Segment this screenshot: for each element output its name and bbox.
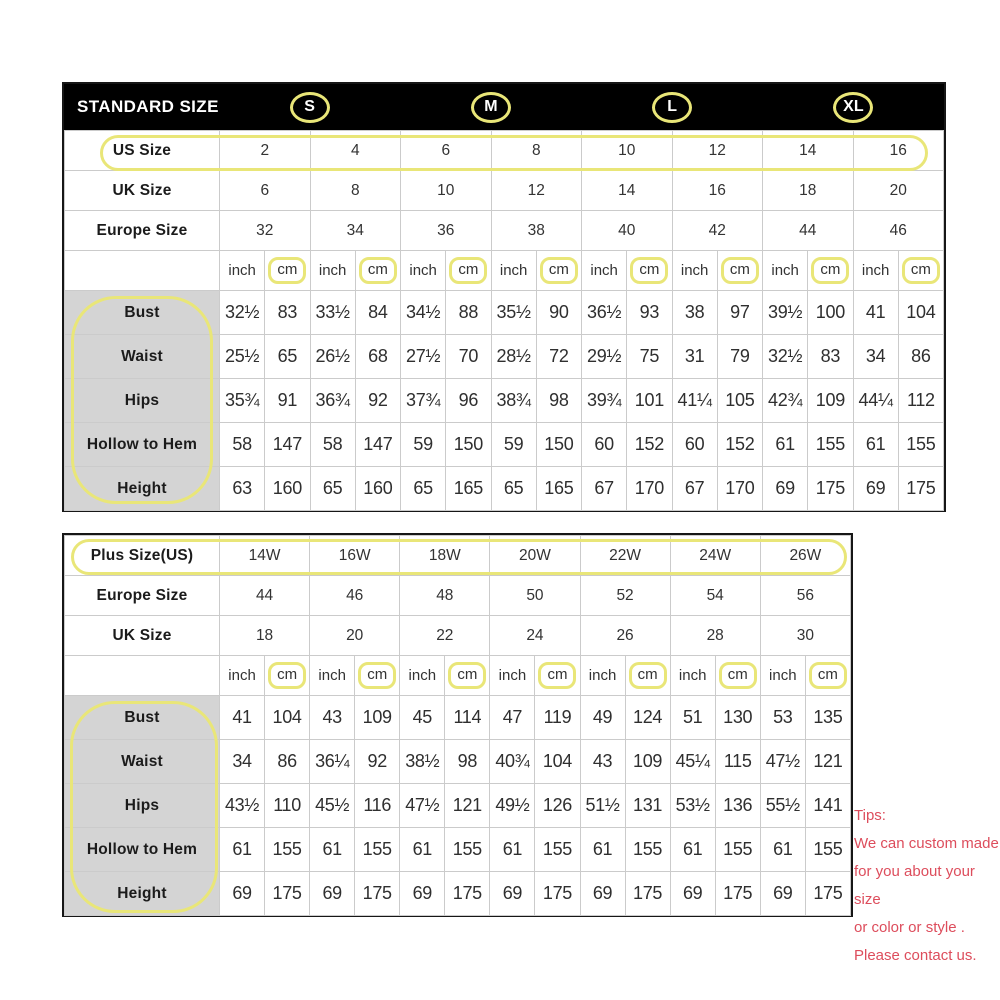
measure-value: 86 [265, 740, 310, 784]
size-badge-xl: XL [833, 92, 873, 123]
row-label [65, 251, 220, 291]
measure-value: 58 [220, 423, 265, 467]
measure-value: 38 [672, 291, 717, 335]
measure-value: 49 [580, 696, 625, 740]
cm-highlight-box: cm [540, 257, 578, 284]
size-badge-s: S [290, 92, 330, 123]
measure-value: 39¾ [582, 379, 627, 423]
measure-value: 40¾ [490, 740, 535, 784]
unit-inch-label: inch [310, 656, 355, 696]
measure-value: 170 [627, 467, 672, 511]
cm-highlight-box: cm [359, 257, 397, 284]
cm-highlight-box: cm [811, 257, 849, 284]
unit-inch-label: inch [760, 656, 805, 696]
size-badge-slot [582, 84, 763, 130]
measure-value: 43½ [220, 784, 265, 828]
size-value: 16 [853, 131, 944, 171]
cm-highlight-box: cm [721, 257, 759, 284]
measure-value: 26½ [310, 335, 355, 379]
table-row [65, 536, 851, 576]
measure-value: 67 [672, 467, 717, 511]
measure-value: 43 [310, 696, 355, 740]
measure-value: 165 [536, 467, 581, 511]
tips-line: We can custom made [854, 835, 999, 852]
measure-value: 150 [446, 423, 491, 467]
size-value: 52 [580, 576, 670, 616]
size-value: 8 [491, 131, 582, 171]
standard-size-grid [64, 130, 944, 511]
row-label: Hips [65, 379, 220, 423]
size-value: 12 [491, 171, 582, 211]
measure-value: 152 [627, 423, 672, 467]
measure-value: 61 [853, 423, 898, 467]
measure-value: 65 [310, 467, 355, 511]
measure-value: 97 [717, 291, 762, 335]
measure-value: 155 [715, 828, 760, 872]
unit-cm-cell [265, 251, 310, 291]
measure-value: 121 [805, 740, 850, 784]
size-value: 10 [582, 131, 673, 171]
size-value: 40 [582, 211, 673, 251]
measure-value: 115 [715, 740, 760, 784]
measure-value: 61 [310, 828, 355, 872]
table-row [65, 784, 851, 828]
size-value: 16W [310, 536, 400, 576]
table-row [65, 211, 944, 251]
cm-highlight-box: cm [358, 662, 396, 689]
cm-highlight-box: cm [538, 662, 576, 689]
measure-value: 35¾ [220, 379, 265, 423]
measure-value: 83 [265, 291, 310, 335]
row-label: UK Size [65, 171, 220, 211]
measure-value: 69 [580, 872, 625, 916]
size-value: 46 [853, 211, 944, 251]
measure-value: 105 [717, 379, 762, 423]
measure-value: 34½ [401, 291, 446, 335]
measure-value: 29½ [582, 335, 627, 379]
measure-value: 42¾ [763, 379, 808, 423]
size-value: 18W [400, 536, 490, 576]
measure-value: 155 [805, 828, 850, 872]
size-value: 2 [220, 131, 311, 171]
unit-row [65, 656, 851, 696]
measure-value: 141 [805, 784, 850, 828]
measure-value: 114 [445, 696, 490, 740]
measure-value: 41 [853, 291, 898, 335]
tips-line: or color or style . [854, 919, 965, 936]
row-label: Hollow to Hem [65, 423, 220, 467]
measure-value: 55½ [760, 784, 805, 828]
table-row [65, 291, 944, 335]
measure-value: 59 [401, 423, 446, 467]
measure-value: 130 [715, 696, 760, 740]
measure-value: 93 [627, 291, 672, 335]
size-value: 42 [672, 211, 763, 251]
size-value: 14W [220, 536, 310, 576]
table-row [65, 335, 944, 379]
measure-value: 32½ [220, 291, 265, 335]
measure-value: 65 [265, 335, 310, 379]
size-badge-slot [400, 84, 581, 130]
row-label: UK Size [65, 616, 220, 656]
measure-value: 59 [491, 423, 536, 467]
measure-value: 43 [580, 740, 625, 784]
size-value: 22 [400, 616, 490, 656]
measure-value: 155 [898, 423, 943, 467]
table-row [65, 740, 851, 784]
standard-size-header [64, 84, 944, 130]
measure-value: 31 [672, 335, 717, 379]
measure-value: 39½ [763, 291, 808, 335]
row-label: Hips [65, 784, 220, 828]
row-label: Bust [65, 291, 220, 335]
measure-value: 98 [445, 740, 490, 784]
measure-value: 98 [536, 379, 581, 423]
size-value: 48 [400, 576, 490, 616]
unit-inch-label: inch [672, 251, 717, 291]
unit-inch-label: inch [401, 251, 446, 291]
measure-value: 47½ [400, 784, 445, 828]
unit-inch-label: inch [580, 656, 625, 696]
measure-value: 86 [898, 335, 943, 379]
unit-cm-cell [805, 656, 850, 696]
measure-value: 25½ [220, 335, 265, 379]
row-label: Bust [65, 696, 220, 740]
measure-value: 160 [355, 467, 400, 511]
measure-value: 175 [805, 872, 850, 916]
unit-inch-label: inch [220, 251, 265, 291]
cm-highlight-box: cm [719, 662, 757, 689]
row-label [65, 656, 220, 696]
unit-inch-label: inch [670, 656, 715, 696]
measure-value: 60 [672, 423, 717, 467]
table-row [65, 171, 944, 211]
size-value: 14 [763, 131, 854, 171]
tips-title: Tips: [854, 807, 886, 824]
unit-cm-cell [535, 656, 580, 696]
measure-value: 36½ [582, 291, 627, 335]
size-badge-l: L [652, 92, 692, 123]
size-value: 20 [310, 616, 400, 656]
measure-value: 61 [763, 423, 808, 467]
measure-value: 175 [715, 872, 760, 916]
size-badge-slot [763, 84, 944, 130]
measure-value: 124 [625, 696, 670, 740]
measure-value: 45 [400, 696, 445, 740]
tips-note [854, 802, 1000, 970]
measure-value: 47 [490, 696, 535, 740]
size-value: 10 [401, 171, 492, 211]
measure-value: 155 [535, 828, 580, 872]
size-value: 18 [763, 171, 854, 211]
row-label: Hollow to Hem [65, 828, 220, 872]
measure-value: 104 [898, 291, 943, 335]
row-label: Waist [65, 335, 220, 379]
measure-value: 51 [670, 696, 715, 740]
unit-inch-label: inch [490, 656, 535, 696]
table-row [65, 467, 944, 511]
table-row [65, 379, 944, 423]
measure-value: 28½ [491, 335, 536, 379]
measure-value: 101 [627, 379, 672, 423]
plus-size-grid [64, 535, 851, 916]
measure-value: 49½ [490, 784, 535, 828]
measure-value: 155 [265, 828, 310, 872]
size-value: 24W [670, 536, 760, 576]
measure-value: 155 [808, 423, 853, 467]
size-value: 28 [670, 616, 760, 656]
measure-value: 53½ [670, 784, 715, 828]
unit-inch-label: inch [853, 251, 898, 291]
unit-inch-label: inch [220, 656, 265, 696]
measure-value: 109 [355, 696, 400, 740]
measure-value: 61 [220, 828, 265, 872]
size-badge-slot [219, 84, 400, 130]
measure-value: 34 [853, 335, 898, 379]
measure-value: 175 [808, 467, 853, 511]
size-value: 16 [672, 171, 763, 211]
unit-cm-cell [717, 251, 762, 291]
size-value: 20 [853, 171, 944, 211]
measure-value: 67 [582, 467, 627, 511]
measure-value: 44¼ [853, 379, 898, 423]
measure-value: 92 [355, 740, 400, 784]
measure-value: 170 [717, 467, 762, 511]
unit-cm-cell [355, 656, 400, 696]
row-label: Plus Size(US) [65, 536, 220, 576]
unit-row [65, 251, 944, 291]
size-value: 24 [490, 616, 580, 656]
measure-value: 72 [536, 335, 581, 379]
tips-line: Please contact us. [854, 947, 977, 964]
measure-value: 126 [535, 784, 580, 828]
row-label: US Size [65, 131, 220, 171]
measure-value: 175 [445, 872, 490, 916]
measure-value: 63 [220, 467, 265, 511]
measure-value: 155 [625, 828, 670, 872]
measure-value: 109 [808, 379, 853, 423]
measure-value: 58 [310, 423, 355, 467]
measure-value: 41 [220, 696, 265, 740]
measure-value: 175 [265, 872, 310, 916]
measure-value: 160 [265, 467, 310, 511]
unit-cm-cell [446, 251, 491, 291]
cm-highlight-box: cm [268, 257, 306, 284]
size-value: 44 [763, 211, 854, 251]
measure-value: 61 [580, 828, 625, 872]
standard-size-table [62, 82, 946, 512]
unit-cm-cell [355, 251, 400, 291]
measure-value: 69 [400, 872, 445, 916]
unit-cm-cell [715, 656, 760, 696]
unit-inch-label: inch [582, 251, 627, 291]
measure-value: 109 [625, 740, 670, 784]
size-value: 22W [580, 536, 670, 576]
measure-value: 68 [355, 335, 400, 379]
size-value: 56 [760, 576, 850, 616]
measure-value: 38½ [400, 740, 445, 784]
measure-value: 69 [760, 872, 805, 916]
measure-value: 165 [446, 467, 491, 511]
measure-value: 51½ [580, 784, 625, 828]
measure-value: 104 [265, 696, 310, 740]
unit-cm-cell [898, 251, 943, 291]
measure-value: 36¼ [310, 740, 355, 784]
measure-value: 65 [401, 467, 446, 511]
standard-size-title: STANDARD SIZE [77, 97, 219, 116]
measure-value: 47½ [760, 740, 805, 784]
cm-highlight-box: cm [449, 257, 487, 284]
measure-value: 90 [536, 291, 581, 335]
unit-inch-label: inch [310, 251, 355, 291]
measure-value: 175 [535, 872, 580, 916]
size-value: 26W [760, 536, 850, 576]
size-value: 30 [760, 616, 850, 656]
measure-value: 110 [265, 784, 310, 828]
size-value: 18 [220, 616, 310, 656]
measure-value: 35½ [491, 291, 536, 335]
size-value: 14 [582, 171, 673, 211]
row-label: Waist [65, 740, 220, 784]
measure-value: 121 [445, 784, 490, 828]
measure-value: 69 [310, 872, 355, 916]
measure-value: 175 [625, 872, 670, 916]
size-value: 38 [491, 211, 582, 251]
measure-value: 152 [717, 423, 762, 467]
measure-value: 45½ [310, 784, 355, 828]
measure-value: 69 [670, 872, 715, 916]
measure-value: 75 [627, 335, 672, 379]
unit-inch-label: inch [491, 251, 536, 291]
measure-value: 147 [265, 423, 310, 467]
measure-value: 79 [717, 335, 762, 379]
measure-value: 61 [400, 828, 445, 872]
measure-value: 112 [898, 379, 943, 423]
measure-value: 61 [670, 828, 715, 872]
cm-highlight-box: cm [268, 662, 306, 689]
measure-value: 175 [355, 872, 400, 916]
size-value: 46 [310, 576, 400, 616]
measure-value: 135 [805, 696, 850, 740]
size-value: 36 [401, 211, 492, 251]
measure-value: 104 [535, 740, 580, 784]
measure-value: 116 [355, 784, 400, 828]
cm-highlight-box: cm [809, 662, 847, 689]
measure-value: 69 [490, 872, 535, 916]
measure-value: 147 [355, 423, 400, 467]
unit-inch-label: inch [400, 656, 445, 696]
measure-value: 69 [853, 467, 898, 511]
cm-highlight-box: cm [448, 662, 486, 689]
measure-value: 91 [265, 379, 310, 423]
size-value: 4 [310, 131, 401, 171]
measure-value: 136 [715, 784, 760, 828]
unit-cm-cell [265, 656, 310, 696]
measure-value: 33½ [310, 291, 355, 335]
size-value: 20W [490, 536, 580, 576]
size-value: 54 [670, 576, 760, 616]
unit-cm-cell [445, 656, 490, 696]
row-label: Height [65, 872, 220, 916]
row-label: Europe Size [65, 576, 220, 616]
unit-cm-cell [808, 251, 853, 291]
measure-value: 175 [898, 467, 943, 511]
measure-value: 155 [355, 828, 400, 872]
measure-value: 38¾ [491, 379, 536, 423]
row-label: Europe Size [65, 211, 220, 251]
plus-size-table [62, 533, 853, 917]
measure-value: 65 [491, 467, 536, 511]
measure-value: 45¼ [670, 740, 715, 784]
measure-value: 61 [760, 828, 805, 872]
table-row [65, 423, 944, 467]
measure-value: 36¾ [310, 379, 355, 423]
size-value: 6 [401, 131, 492, 171]
tips-line: for you about your size [854, 863, 975, 908]
unit-cm-cell [536, 251, 581, 291]
measure-value: 37¾ [401, 379, 446, 423]
measure-value: 60 [582, 423, 627, 467]
measure-value: 70 [446, 335, 491, 379]
table-row [65, 696, 851, 740]
row-label: Height [65, 467, 220, 511]
table-row [65, 131, 944, 171]
size-value: 32 [220, 211, 311, 251]
unit-cm-cell [627, 251, 672, 291]
measure-value: 119 [535, 696, 580, 740]
size-value: 6 [220, 171, 311, 211]
table-row [65, 576, 851, 616]
measure-value: 131 [625, 784, 670, 828]
size-letter-badges [219, 84, 944, 130]
measure-value: 32½ [763, 335, 808, 379]
cm-highlight-box: cm [629, 662, 667, 689]
measure-value: 150 [536, 423, 581, 467]
size-value: 12 [672, 131, 763, 171]
measure-value: 155 [445, 828, 490, 872]
table-row [65, 616, 851, 656]
table-row [65, 872, 851, 916]
size-value: 44 [220, 576, 310, 616]
size-badge-m: M [471, 92, 511, 123]
size-value: 8 [310, 171, 401, 211]
measure-value: 84 [355, 291, 400, 335]
measure-value: 69 [220, 872, 265, 916]
measure-value: 88 [446, 291, 491, 335]
unit-cm-cell [625, 656, 670, 696]
measure-value: 69 [763, 467, 808, 511]
measure-value: 61 [490, 828, 535, 872]
measure-value: 27½ [401, 335, 446, 379]
unit-inch-label: inch [763, 251, 808, 291]
measure-value: 92 [355, 379, 400, 423]
measure-value: 34 [220, 740, 265, 784]
size-value: 26 [580, 616, 670, 656]
cm-highlight-box: cm [630, 257, 668, 284]
measure-value: 100 [808, 291, 853, 335]
measure-value: 83 [808, 335, 853, 379]
measure-value: 41¼ [672, 379, 717, 423]
size-value: 34 [310, 211, 401, 251]
size-value: 50 [490, 576, 580, 616]
table-row [65, 828, 851, 872]
cm-highlight-box: cm [902, 257, 940, 284]
measure-value: 53 [760, 696, 805, 740]
measure-value: 96 [446, 379, 491, 423]
